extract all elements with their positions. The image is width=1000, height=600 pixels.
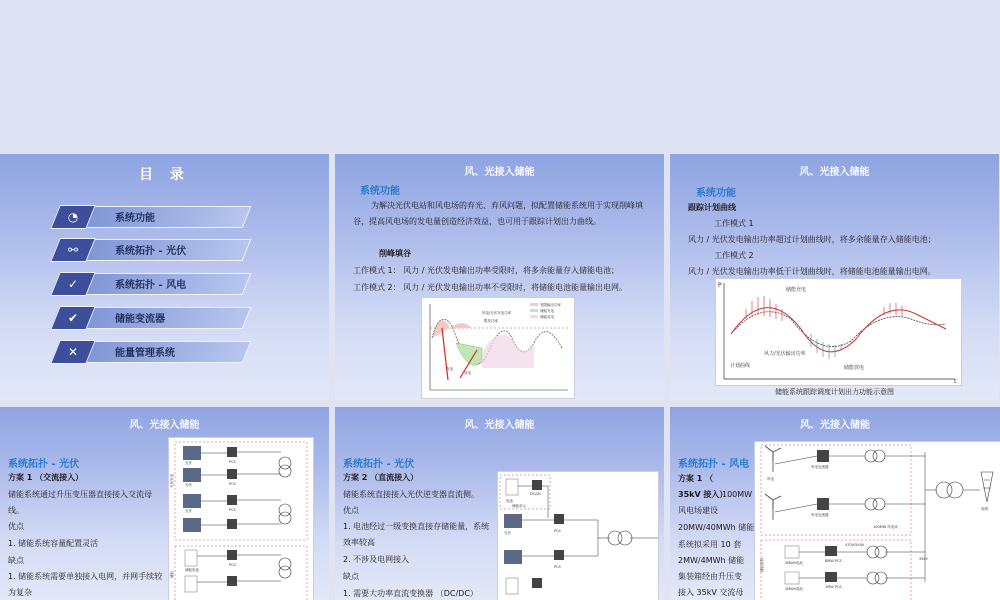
cross-icon: ✕ [50, 340, 96, 364]
svg-text:电网: 电网 [981, 507, 988, 511]
mode2-text: 风力 / 光伏发电输出功率低于计划曲线时，将储能电池能量输出电网。 [688, 267, 936, 276]
svg-text:470V/540V: 470V/540V [845, 543, 865, 547]
mode1-heading: 工作模式 1 [714, 219, 754, 228]
svg-text:1MW PCS: 1MW PCS [825, 585, 842, 589]
slide-topology-wind[interactable] [670, 407, 1000, 600]
toc-item-4[interactable]: ✔ 储能变流器 [55, 307, 275, 329]
svg-text:PCS: PCS [229, 563, 236, 567]
svg-text:P: P [718, 282, 722, 289]
svg-text:2MWh电池: 2MWh电池 [785, 587, 803, 591]
scheme-title: 方案 2 （直流接入） [343, 473, 419, 482]
svg-text:储能放电: 储能放电 [540, 315, 554, 319]
svg-text:2MWh电池: 2MWh电池 [785, 561, 803, 565]
wind-topology-svg [755, 442, 1000, 600]
pros-text-2: 2. 不涉及电网接入 [343, 555, 410, 564]
ac-topology-diagram [168, 437, 314, 600]
slide-topology-pv-1[interactable] [0, 407, 329, 600]
slide-topology-pv-2[interactable] [335, 407, 664, 600]
scheme-title: 方案 1 （交流接入） [8, 473, 84, 482]
dc-topology-svg [498, 472, 658, 600]
line-3: 系统拟采用 10 套 [678, 540, 742, 549]
scheme-title: 方案 1 （ 35kV 接入） [678, 474, 728, 499]
section-heading: 系统拓扑 - 光伏 [343, 459, 415, 470]
svg-text:PCS: PCS [229, 482, 236, 486]
svg-text:储能单元: 储能单元 [512, 504, 526, 508]
cons-text: 1. 需要大功率直流变换器 （DC/DC） [343, 589, 478, 598]
svg-text:风电变流器: 风电变流器 [811, 513, 829, 517]
svg-text:t: t [954, 378, 957, 385]
svg-text:光伏: 光伏 [185, 461, 192, 465]
toc-item-5[interactable]: ✕ 能量管理系统 [55, 341, 275, 363]
cons-heading: 缺点 [8, 556, 24, 565]
scheme-desc: 储能系统直接接入光伏逆变器直流侧。 [343, 490, 479, 499]
cons-heading: 缺点 [343, 572, 359, 581]
check-icon: ✓ [50, 272, 96, 296]
scheme-desc: 储能系统通过升压变压器直接接入交流母线。 [8, 490, 152, 515]
mode1-text: 工作模式 1： 风力 / 光伏发电输出功率受限时，将多余能量存入储能电池； [353, 266, 619, 275]
section-heading: 系统拓扑 - 风电 [678, 459, 750, 470]
svg-text:PCS: PCS [554, 529, 561, 533]
toc-item-1[interactable]: ◔ 系统功能 [55, 206, 275, 228]
svg-text:35kV: 35kV [919, 557, 928, 561]
top-band [0, 0, 1000, 150]
plan-tracking-chart [715, 278, 962, 386]
svg-text:电池: 电池 [506, 499, 513, 503]
slide-title: 风、光接入储能 [800, 420, 870, 431]
svg-text:受限输出功率: 受限输出功率 [540, 303, 561, 307]
scheme-extra: 100MW [722, 490, 753, 499]
peak-shaving-svg [422, 298, 574, 398]
svg-text:储能充电: 储能充电 [540, 309, 554, 313]
svg-text:PCS: PCS [229, 460, 236, 464]
svg-text:PCS: PCS [229, 508, 236, 512]
svg-text:光伏: 光伏 [185, 509, 192, 513]
section-heading: 系统功能 [360, 186, 400, 197]
svg-text:风力/光伏输出功率: 风力/光伏输出功率 [764, 351, 806, 357]
svg-text:DC/DC: DC/DC [530, 492, 542, 496]
pros-text: 1. 储能系统容量配置灵活 [8, 539, 99, 548]
svg-text:充电: 充电 [446, 367, 453, 371]
line-2: 20MW/40MWh 储能 [678, 523, 755, 532]
mode1-text: 风力 / 光伏发电输出功率超过计划曲线时，将多余能量存入储能电池； [688, 235, 936, 244]
pros-text-1: 1. 电池经过一级变换直接存储能量，系统效率较高 [343, 522, 490, 547]
svg-text:风电: 风电 [767, 477, 774, 481]
subhead: 削峰填谷 [379, 249, 411, 258]
slide-title: 风、光接入储能 [129, 420, 200, 431]
svg-text:光伏发电: 光伏发电 [170, 474, 174, 488]
svg-text:风电/光伏发电功率: 风电/光伏发电功率 [482, 311, 512, 315]
cons-text: 1. 储能系统需要单独接入电网，并网手续较为复杂 [8, 572, 163, 597]
pros-heading: 优点 [8, 522, 24, 531]
slide-title: 风、光接入储能 [464, 420, 535, 431]
mode2-heading: 工作模式 2 [714, 251, 754, 260]
svg-text:储能: 储能 [170, 571, 174, 578]
line-5: 集装箱经由升压变 [678, 572, 742, 581]
chart-caption: 储能系统跟踪调度计划出力功能示意图 [775, 388, 894, 396]
section-heading: 系统拓扑 - 光伏 [8, 459, 80, 470]
subhead: 跟踪计划曲线 [688, 203, 736, 212]
svg-text:储能放电: 储能放电 [844, 365, 865, 371]
slide-title: 风、光接入储能 [799, 167, 870, 178]
line-4: 2MW/4MWh 储能 [678, 556, 745, 565]
svg-text:BMW PCS: BMW PCS [825, 559, 842, 563]
ac-topology-svg [169, 438, 313, 600]
svg-text:储能系统: 储能系统 [760, 558, 764, 572]
section-heading: 系统功能 [696, 188, 736, 199]
plan-tracking-svg [716, 279, 961, 385]
slide-title: 风、光接入储能 [464, 167, 535, 178]
slide-system-function-2[interactable] [670, 154, 999, 400]
link-icon: ⚯ [50, 238, 96, 262]
check-icon: ✔ [50, 306, 96, 330]
pros-heading: 优点 [343, 506, 359, 515]
svg-text:光伏: 光伏 [185, 483, 192, 487]
line-6: 接入 35kV 交流母 [678, 588, 744, 597]
svg-text:储能充电: 储能充电 [786, 287, 807, 293]
wind-topology-diagram [754, 441, 1000, 600]
dc-topology-diagram [497, 471, 659, 600]
toc-title: 目 录 [139, 167, 190, 183]
svg-text:100MW 风电场: 100MW 风电场 [873, 525, 898, 529]
svg-text:储能电池: 储能电池 [185, 568, 199, 572]
svg-text:光伏: 光伏 [504, 531, 511, 535]
toc-item-3[interactable]: ✓ 系统拓扑 - 风电 [55, 273, 275, 295]
toc-item-2[interactable]: ⚯ 系统拓扑 - 光伏 [55, 239, 275, 261]
slide-system-function-1[interactable] [335, 154, 664, 400]
svg-text:PCS: PCS [554, 565, 561, 569]
svg-text:计划曲线: 计划曲线 [730, 363, 751, 369]
svg-text:放电: 放电 [464, 371, 471, 375]
speedometer-icon: ◔ [50, 205, 96, 229]
line-1: 风电场建设 [678, 506, 718, 515]
peak-shaving-chart [421, 297, 575, 399]
slide-toc[interactable] [0, 154, 329, 400]
intro-text: 为解决光伏电站和风电场的弃光、弃风问题，拟配置储能系统用于实现削峰填谷，提高风电场的发电量创造经济效益，也可用于跟踪计划出力曲线。 [353, 201, 643, 226]
mode2-text: 工作模式 2： 风力 / 光伏发电输出功率不受限时，将储能电池能量输出电网。 [353, 283, 627, 292]
svg-text:风电变流器: 风电变流器 [811, 465, 829, 469]
svg-text:限发功率: 限发功率 [484, 319, 498, 323]
